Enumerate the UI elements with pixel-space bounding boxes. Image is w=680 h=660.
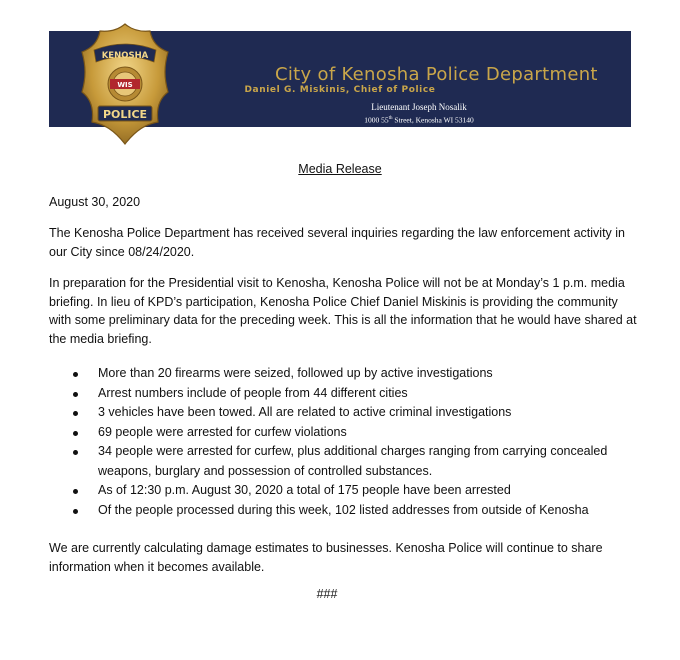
paragraph-presidential-visit: In preparation for the Presidential visit to Kenosha, Kenosha Police will not be at Monday’s 1 p.m. media briefing. In lieu of KPD’s participation, Kenosha Police Chief Daniel Miskinis is providing the community with some preliminary data for the preceding week. This is all the information that he would have shared at the media briefing. xyxy=(49,276,637,346)
bullet-icon xyxy=(73,509,78,514)
list-item: 34 people were arrested for curfew, plus additional charges ranging from carrying concealed weapons, burglary and possession of controlled substances. xyxy=(49,442,639,481)
bullet-icon xyxy=(73,431,78,436)
contact-name: Lieutenant Joseph Nosalik xyxy=(371,102,467,112)
contact-block xyxy=(309,101,529,161)
contact-website: www.kenosha.org xyxy=(392,150,446,159)
chief-of-police-line: Daniel G. Miskinis, Chief of Police xyxy=(244,85,436,95)
badge-top-text: KENOSHA xyxy=(101,51,149,61)
bullet-icon xyxy=(73,411,78,416)
contact-address: 1000 55th Street, Kenosha WI 53140 xyxy=(364,115,474,125)
badge-mid-text: WIS xyxy=(117,81,133,89)
bullet-icon xyxy=(73,450,78,455)
paragraph-damage-estimates: We are currently calculating damage estimates to businesses. Kenosha Police will continue to share information when it becomes available. xyxy=(49,541,603,574)
list-item: 69 people were arrested for curfew violations xyxy=(49,423,639,443)
end-of-release-mark: ### xyxy=(316,587,338,601)
list-item: Of the people processed during this week, 102 listed addresses from outside of Kenosha xyxy=(49,501,639,521)
bullet-icon xyxy=(73,372,78,377)
contact-email: Email: jnosalik@kenosha.org xyxy=(374,138,464,148)
release-date: August 30, 2020 xyxy=(49,195,141,209)
paragraph-inquiries: The Kenosha Police Department has received several inquiries regarding the law enforcement activity in our City since 08/24/2020. xyxy=(49,226,625,259)
list-item: More than 20 firearms were seized, followed up by active investigations xyxy=(49,364,639,384)
bullet-icon xyxy=(73,489,78,494)
media-release-title: Media Release xyxy=(298,162,382,176)
list-item: Arrest numbers include of people from 44 different cities xyxy=(49,384,639,404)
department-title: City of Kenosha Police Department xyxy=(275,64,598,85)
bullet-icon xyxy=(73,392,78,397)
list-item: 3 vehicles have been towed. All are related to active criminal investigations xyxy=(49,403,639,423)
contact-phone-fax: Phone: 262-605-5238 Fax: 262-605-5248 xyxy=(352,127,486,136)
statistics-list xyxy=(49,364,639,520)
list-item: As of 12:30 p.m. August 30, 2020 a total of 175 people have been arrested xyxy=(49,481,639,501)
police-badge-logo xyxy=(80,22,170,146)
badge-bottom-text: POLICE xyxy=(102,108,148,121)
